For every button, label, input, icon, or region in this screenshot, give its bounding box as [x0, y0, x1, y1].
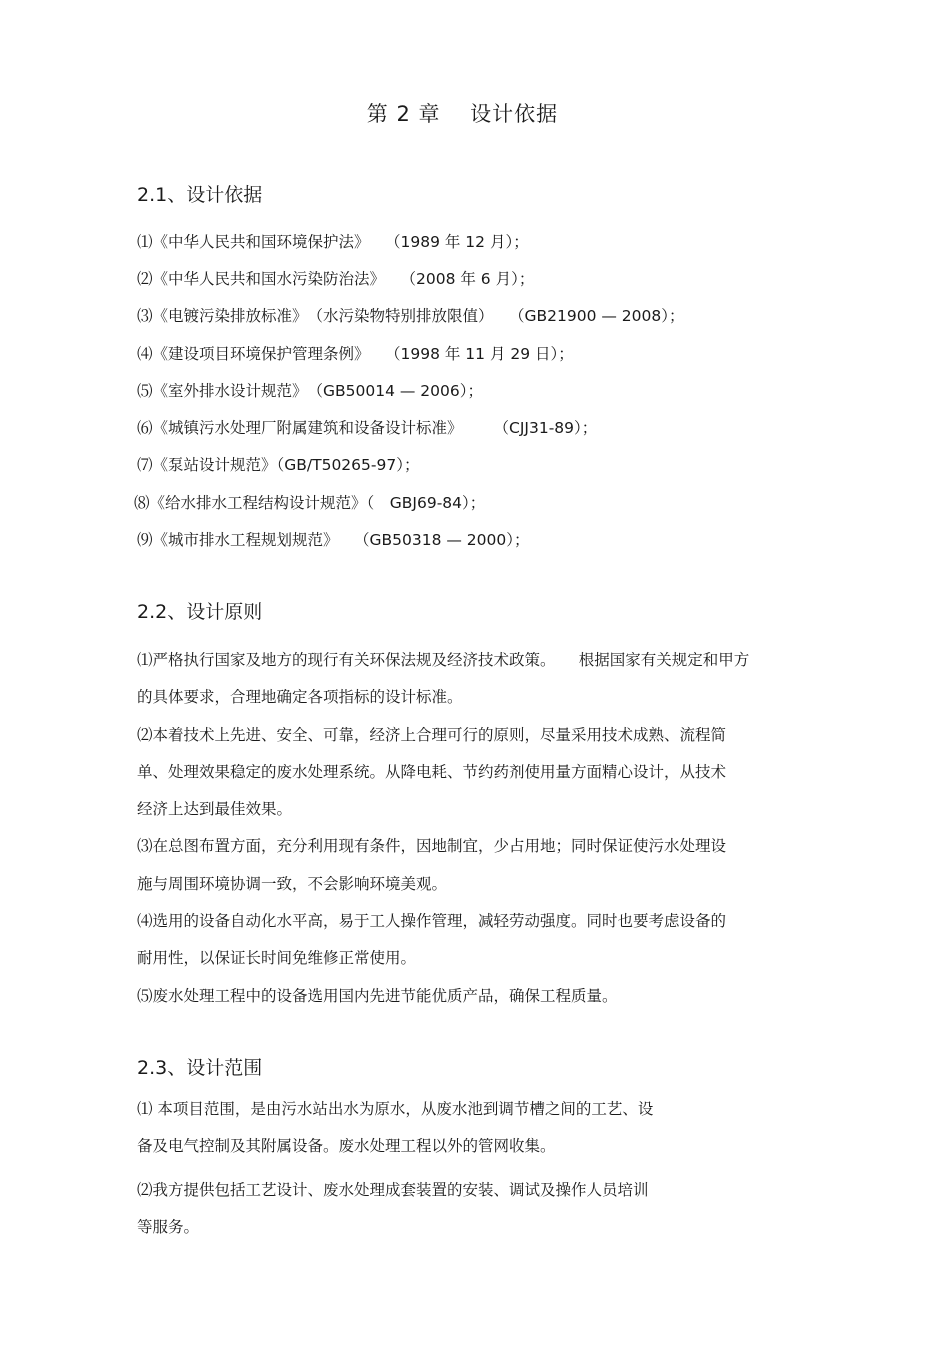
principle-line: 单、处理效果稳定的废水处理系统。从降电耗、节约药剂使用量方面精心设计，从技术 [137, 763, 727, 781]
principle-line: 的具体要求，合理地确定各项指标的设计标准。 [137, 688, 463, 706]
section-heading-2-1: 2.1、设计依据 [137, 184, 263, 206]
reference-item-4: ⑷《建设项目环境保护管理条例》 （1998 年 11 月 29 日）； [137, 345, 574, 363]
principle-line: ⑶在总图布置方面，充分利用现有条件，因地制宜，少占用地；同时保证使污水处理设 [137, 837, 727, 855]
principle-line: 耐用性，以保证长时间免维修正常使用。 [137, 949, 417, 967]
section-heading-2-2: 2.2、设计原则 [137, 601, 263, 623]
scope-line: 备及电气控制及其附属设备。废水处理工程以外的管网收集。 [137, 1137, 556, 1155]
principle-line: ⑷选用的设备自动化水平高，易于工人操作管理，减轻劳动强度。同时也要考虑设备的 [137, 912, 727, 930]
reference-item-3: ⑶《电镀污染排放标准》 （水污染物特别排放限值） （GB21900 — 2008）； [137, 307, 685, 325]
principle-line: ⑸废水处理工程中的设备选用国内先进节能优质产品，确保工程质量。 [137, 987, 618, 1005]
section-heading-2-3: 2.3、设计范围 [137, 1057, 263, 1079]
principle-line: 施与周围环境协调一致，不会影响环境美观。 [137, 875, 448, 893]
scope-line: ⑵我方提供包括工艺设计、废水处理成套装置的安装、调试及操作人员培训 [137, 1181, 649, 1199]
reference-item-1: ⑴《中华人民共和国环境保护法》 （1989 年 12 月）； [137, 233, 529, 251]
reference-item-8: ⑻《给水排水工程结构设计规范》（ GBJ69-84）； [134, 494, 486, 512]
reference-item-6: ⑹《城镇污水处理厂附属建筑和设备设计标准》 （CJJ31-89）； [137, 419, 598, 437]
scope-line: ⑴ 本项目范围，是由污水站出水为原水，从废水池到调节槽之间的工艺、设 [137, 1100, 654, 1118]
reference-item-7: ⑺《泵站设计规范》（GB/T50265-97）； [137, 456, 420, 474]
reference-item-5: ⑸《室外排水设计规范》 （GB50014 — 2006）； [137, 382, 484, 400]
principle-line: 经济上达到最佳效果。 [137, 800, 293, 818]
principle-line: ⑵本着技术上先进、安全、可靠，经济上合理可行的原则，尽量采用技术成熟、流程简 [137, 726, 727, 744]
reference-item-9: ⑼《城市排水工程规划规范》 （GB50318 — 2000）； [137, 531, 530, 549]
reference-item-2: ⑵《中华人民共和国水污染防治法》 （2008 年 6 月）； [137, 270, 535, 288]
chapter-title: 第 2 章 设计依据 [366, 102, 559, 126]
scope-line: 等服务。 [137, 1218, 200, 1236]
principle-line: ⑴严格执行国家及地方的现行有关环保法规及经济技术政策。 根据国家有关规定和甲方 [137, 651, 750, 669]
